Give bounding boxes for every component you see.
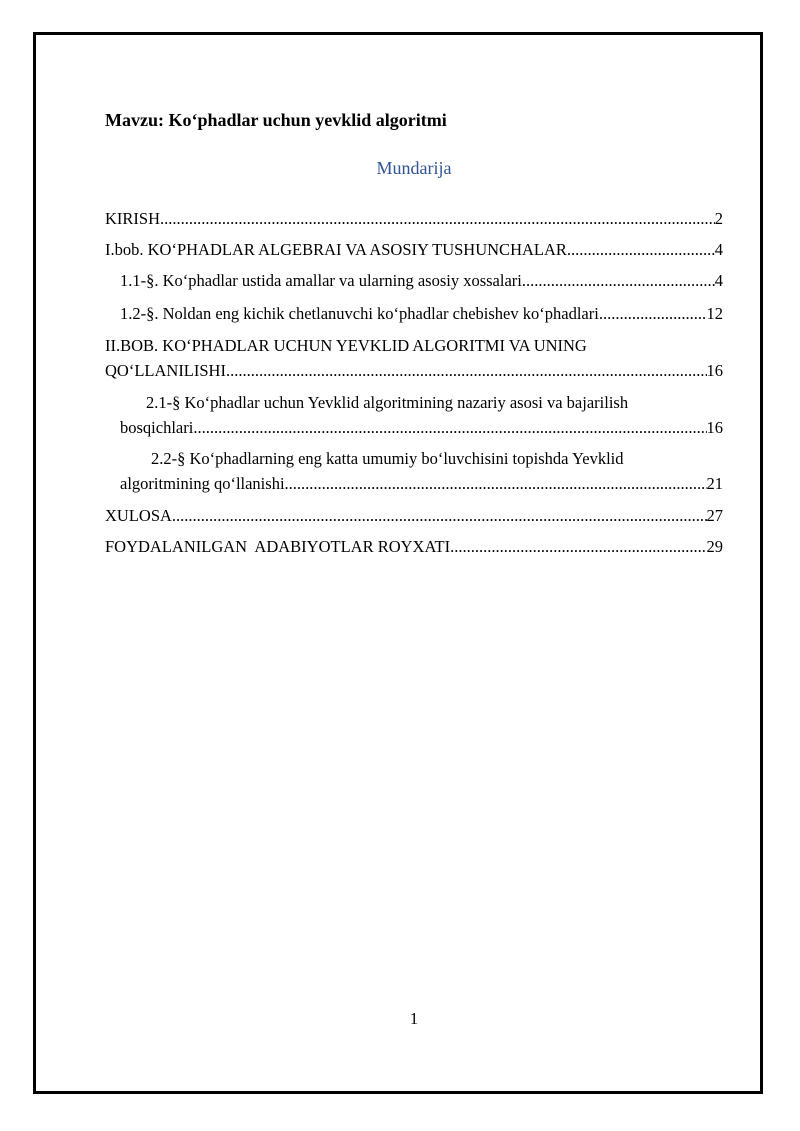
toc-heading: Mundarija <box>376 158 452 178</box>
toc-entry-references[interactable] <box>105 537 723 557</box>
toc-entry-section-1-2[interactable] <box>120 304 723 324</box>
toc-entry-page: 29 <box>706 537 723 556</box>
toc-entry-label: I.bob. KO‘PHADLAR ALGEBRAI VA ASOSIY TUSHUNCHALAR <box>105 240 567 259</box>
page-number: 1 <box>409 1009 419 1028</box>
toc-entry-page: 4 <box>714 240 723 259</box>
toc-entry-section-2-2[interactable] <box>120 474 723 494</box>
toc-entry-kirish[interactable] <box>105 209 723 229</box>
toc-entry-section-1-1[interactable] <box>120 271 723 291</box>
toc-entry-section-2-2-line1[interactable]: 2.2-§ Ko‘phadlarning eng katta umumiy bo‘luvchisini topishda Yevklid <box>151 449 624 468</box>
dot-leader <box>567 240 715 260</box>
dot-leader <box>285 474 707 494</box>
toc-entry-page: 12 <box>706 304 723 323</box>
dot-leader <box>522 271 715 291</box>
page-border <box>33 32 763 1094</box>
dot-leader <box>599 304 707 324</box>
toc-entry-section-2-1[interactable] <box>120 418 723 438</box>
toc-entry-page: 16 <box>706 361 723 380</box>
toc-entry-chapter-1[interactable] <box>105 240 723 260</box>
document-topic: Mavzu: Ko‘phadlar uchun yevklid algoritmi <box>105 110 447 130</box>
dot-leader <box>193 418 706 438</box>
toc-entry-label: 1.2-§. Noldan eng kichik chetlanuvchi ko‘phadlar chebishev ko‘phadlari <box>120 304 599 323</box>
toc-entry-label: FOYDALANILGAN ADABIYOTLAR ROYXATI <box>105 537 451 556</box>
toc-entry-chapter-2[interactable] <box>105 361 723 381</box>
toc-entry-label: XULOSA <box>105 506 172 525</box>
toc-entry-label: 1.1-§. Ko‘phadlar ustida amallar va ularning asosiy xossalari <box>120 271 522 290</box>
toc-entry-label: bosqichlari <box>120 418 194 437</box>
toc-entry-section-2-1-line1[interactable]: 2.1-§ Ko‘phadlar uchun Yevklid algoritmining nazariy asosi va bajarilish <box>146 393 629 412</box>
toc-entry-page: 27 <box>706 506 723 525</box>
toc-entry-page: 16 <box>706 418 723 437</box>
dot-leader <box>226 361 707 381</box>
toc-entry-page: 4 <box>714 271 723 290</box>
dot-leader <box>160 209 715 229</box>
toc-entry-label: KIRISH <box>105 209 161 228</box>
toc-entry-page: 2 <box>714 209 723 228</box>
toc-entry-label: algoritmining qo‘llanishi <box>120 474 285 493</box>
dot-leader <box>450 537 706 557</box>
dot-leader <box>172 506 707 526</box>
toc-entry-chapter-2-line1[interactable]: II.BOB. KO‘PHADLAR UCHUN YEVKLID ALGORITMI VA UNING <box>105 336 587 355</box>
toc-entry-xulosa[interactable] <box>105 506 723 526</box>
toc-entry-page: 21 <box>706 474 723 493</box>
toc-entry-label: QO‘LLANILISHI <box>105 361 226 380</box>
